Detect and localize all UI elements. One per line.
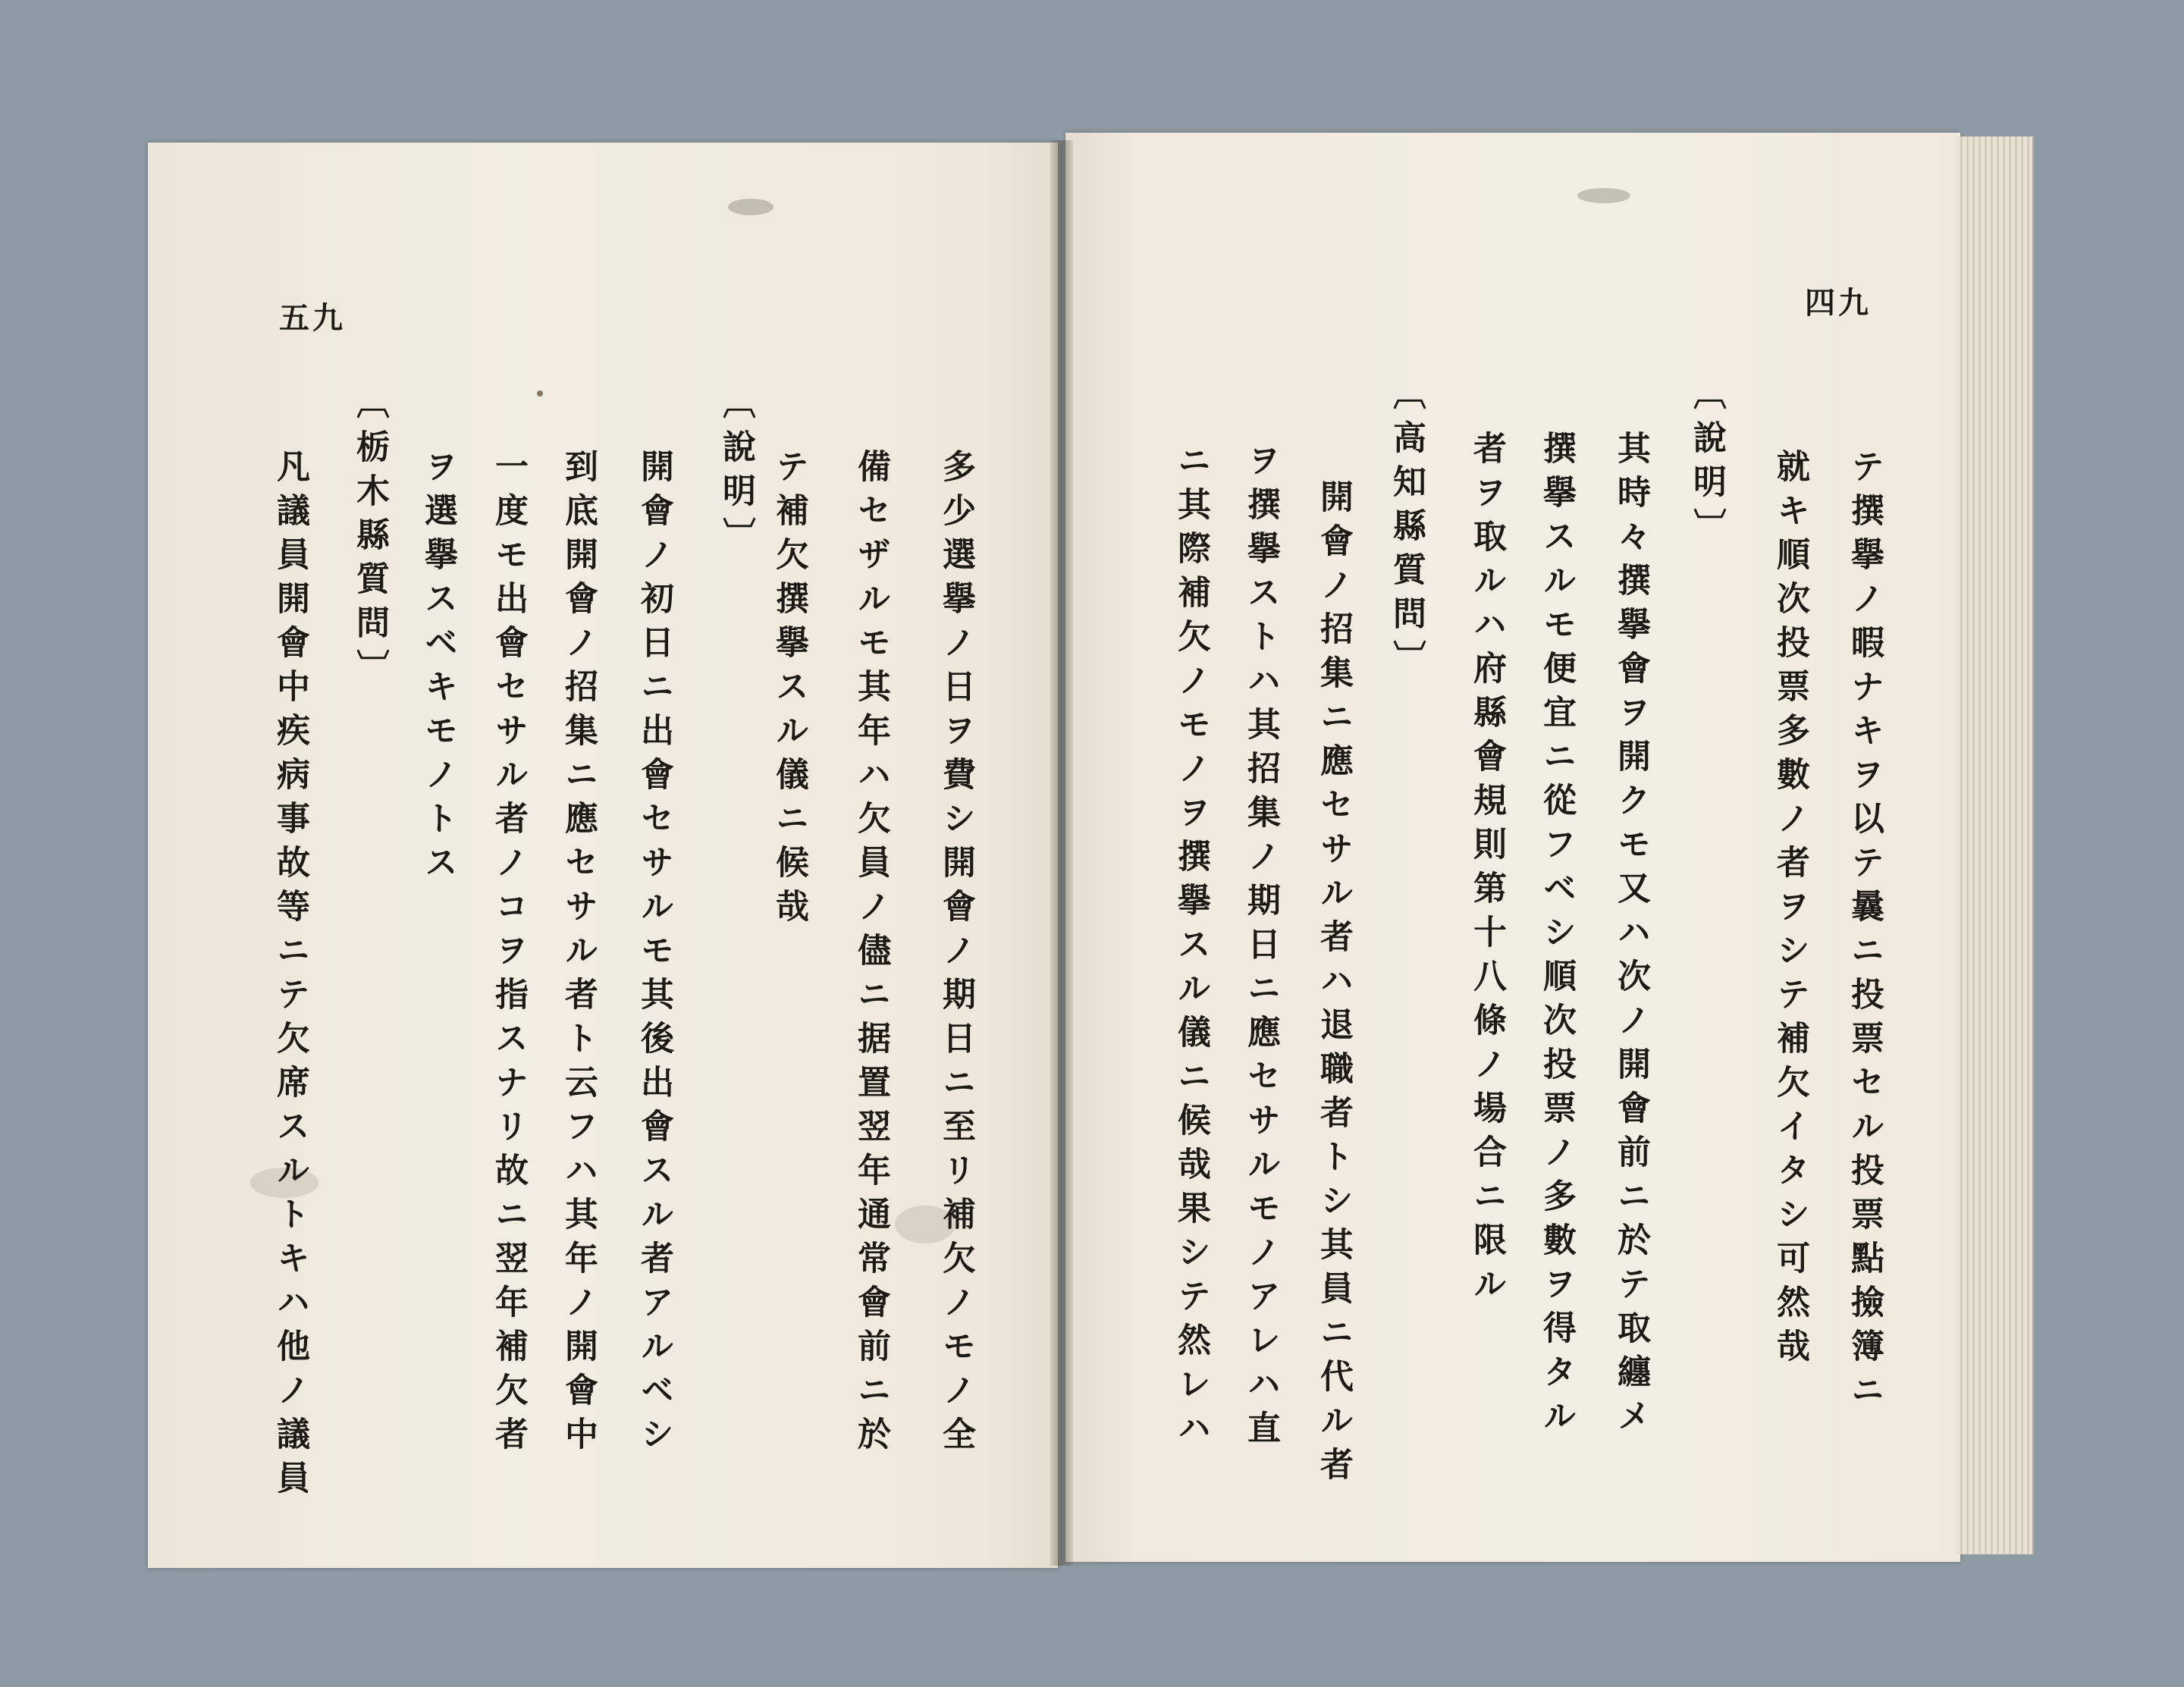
section-heading: 〔高知縣質問〕	[1387, 376, 1426, 684]
foxing-spot	[728, 199, 774, 215]
text-column: ヲ選擧スベキモノトス	[419, 449, 457, 889]
foxing-spot	[250, 1168, 318, 1198]
text-column: 一度モ出會セサル者ノコヲ指スナリ故ニ翌年補欠者	[489, 449, 528, 1460]
text-column: 凡議員開會中疾病事故等ニテ欠席スルトキハ他ノ議員	[271, 449, 309, 1504]
text-column: 多少選擧ノ日ヲ費シ開會ノ期日ニ至リ補欠ノモノ全	[937, 449, 975, 1460]
text-column: 開會ノ招集ニ應セサル者ハ退職者トシ其員ニ代ル者	[1314, 479, 1353, 1491]
foxing-spot	[1577, 188, 1630, 203]
section-heading: 〔說明〕	[1687, 376, 1726, 552]
text-column: 開會ノ初日ニ出會セサルモ其後出會スル者アルベシ	[635, 449, 673, 1460]
section-heading: 〔栃木縣質問〕	[350, 385, 389, 693]
text-column: 其時々撰擧會ヲ開クモ又ハ次ノ開會前ニ於テ取纏メ	[1611, 431, 1650, 1442]
text-column: ヲ撰擧ストハ其招集ノ期日ニ應セサルモノアレハ直	[1241, 443, 1280, 1454]
left-page-number: 五九	[279, 300, 346, 336]
ink-dot	[537, 390, 543, 397]
page-edges	[1956, 136, 2034, 1554]
text-column: 撰擧スルモ便宜ニ從フベシ順次投票ノ多數ヲ得タル	[1537, 431, 1576, 1442]
book-gutter	[1050, 140, 1073, 1566]
text-column: 就キ順次投票多數ノ者ヲシテ補欠イタシ可然哉	[1771, 449, 1809, 1372]
text-column: 到底開會ノ招集ニ應セサル者ト云フハ其年ノ開會中	[559, 449, 598, 1460]
text-column: テ補欠撰擧スル儀ニ候哉	[770, 449, 808, 933]
right-page-number: 四九	[1805, 285, 1872, 321]
text-column: 備セザルモ其年ハ欠員ノ儘ニ据置翌年通常會前ニ於	[852, 449, 890, 1460]
text-column: テ撰擧ノ暇ナキヲ以テ曩ニ投票セル投票點撿簿ニ	[1845, 449, 1884, 1416]
text-column: 者ヲ取ルハ府縣會規則第十八條ノ場合ニ限ル	[1467, 431, 1506, 1310]
section-heading: 〔說明〕	[717, 385, 755, 561]
text-column: ニ其際補欠ノモノヲ撰擧スル儀ニ候哉果シテ然レハ	[1172, 443, 1210, 1454]
foxing-spot	[895, 1206, 956, 1243]
